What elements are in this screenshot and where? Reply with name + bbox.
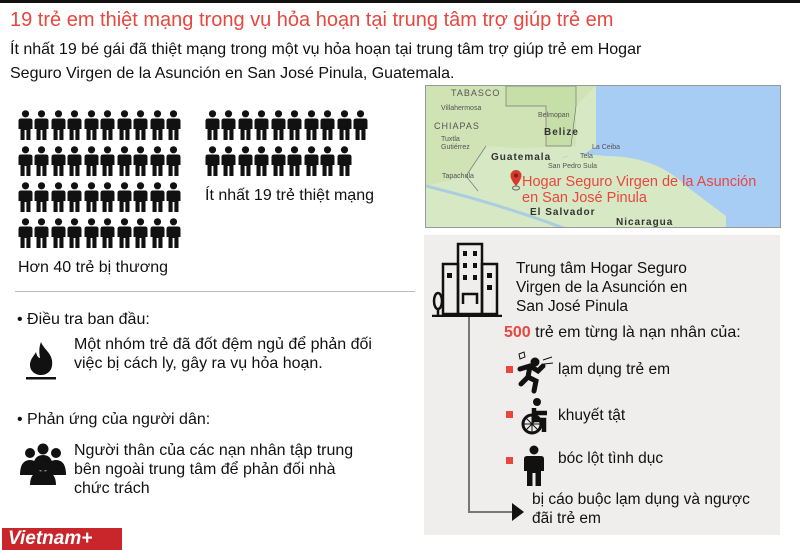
person-icon bbox=[204, 146, 221, 182]
person-icon bbox=[133, 218, 150, 254]
map-label-tabasco: TABASCO bbox=[451, 88, 501, 98]
connector-line bbox=[468, 317, 470, 513]
person-icon bbox=[67, 110, 84, 146]
person-icon bbox=[133, 110, 150, 146]
reaction-text: Người thân của các nạn nhân tập trung bên ngoài trung tâm để phản đối nhà chức trách bbox=[74, 442, 354, 497]
item-sexual-exploitation: bóc lột tình dục bbox=[558, 450, 664, 467]
child-icon bbox=[523, 445, 545, 487]
abuse-icon bbox=[516, 351, 556, 395]
person-icon bbox=[287, 110, 304, 146]
person-icon bbox=[50, 218, 67, 254]
person-icon bbox=[237, 110, 254, 146]
person-icon bbox=[116, 218, 133, 254]
person-icon bbox=[17, 146, 34, 182]
person-icon bbox=[254, 146, 271, 182]
injured-caption: Hơn 40 trẻ bị thương bbox=[18, 259, 168, 276]
center-panel bbox=[424, 235, 780, 535]
person-icon bbox=[83, 182, 100, 218]
person-icon bbox=[83, 218, 100, 254]
person-icon bbox=[83, 146, 100, 182]
person-icon bbox=[254, 110, 271, 146]
person-icon bbox=[270, 146, 287, 182]
person-icon bbox=[149, 182, 166, 218]
map-label-tela: Tela bbox=[580, 153, 593, 160]
person-icon bbox=[83, 110, 100, 146]
map-label-belmopan: Belmopan bbox=[538, 112, 570, 119]
page-title: 19 trẻ em thiệt mạng trong vụ hỏa hoạn tại trung tâm trợ giúp trẻ em bbox=[10, 9, 614, 31]
person-icon bbox=[100, 182, 117, 218]
person-icon bbox=[336, 110, 353, 146]
person-icon bbox=[270, 110, 287, 146]
map-label-tapachula: Tapachula bbox=[442, 173, 474, 180]
map-country-guatemala: Guatemala bbox=[491, 152, 552, 163]
person-icon bbox=[17, 218, 34, 254]
bullet-square bbox=[506, 411, 513, 418]
map[interactable] bbox=[425, 85, 781, 228]
arrow-icon bbox=[512, 503, 524, 521]
investigation-text: Một nhóm trẻ đã đốt đệm ngủ để phản đối việc bị cách ly, gây ra vụ hỏa hoạn. bbox=[74, 336, 372, 372]
person-icon bbox=[320, 110, 337, 146]
person-icon bbox=[237, 146, 254, 182]
victims-line bbox=[504, 323, 741, 342]
map-label-la-ceiba: La Ceiba bbox=[592, 144, 621, 151]
map-country-nicaragua: Nicaragua bbox=[616, 217, 674, 228]
person-icon bbox=[221, 110, 238, 146]
person-icon bbox=[116, 146, 133, 182]
person-icon bbox=[67, 182, 84, 218]
connector-line-h bbox=[468, 511, 514, 513]
person-icon bbox=[287, 146, 304, 182]
person-icon bbox=[116, 182, 133, 218]
divider bbox=[15, 291, 415, 292]
person-icon bbox=[116, 110, 133, 146]
reaction-heading-text: Phản ứng của người dân: bbox=[27, 411, 211, 428]
person-icon bbox=[149, 218, 166, 254]
subtitle: Ít nhất 19 bé gái đã thiệt mạng trong một vụ hỏa hoạn tại trung tâm trợ giúp trẻ em Hogar Seguro Virgen de la Asunción en San José Pinula, Guatemala. bbox=[10, 41, 642, 82]
person-icon bbox=[100, 146, 117, 182]
map-country-belize: Belize bbox=[544, 127, 579, 138]
person-icon bbox=[133, 182, 150, 218]
person-icon bbox=[204, 110, 221, 146]
person-icon bbox=[17, 110, 34, 146]
person-icon bbox=[303, 146, 320, 182]
crowd-icon bbox=[18, 443, 68, 487]
building-icon bbox=[432, 241, 504, 317]
person-icon bbox=[34, 182, 51, 218]
vietnamplus-logo: Vietnam+ bbox=[2, 528, 122, 550]
map-country-el-salvador: El Salvador bbox=[530, 207, 596, 218]
map-label-san-pedro-sula: San Pedro Sula bbox=[548, 163, 598, 170]
person-icon bbox=[34, 146, 51, 182]
person-icon bbox=[100, 218, 117, 254]
investigation-heading-text: Điều tra ban đầu: bbox=[27, 311, 150, 328]
injured-people-grid bbox=[17, 110, 185, 254]
person-icon bbox=[353, 110, 370, 146]
person-icon bbox=[34, 218, 51, 254]
map-label-chiapas: CHIAPAS bbox=[434, 121, 480, 131]
person-icon bbox=[166, 110, 183, 146]
person-icon bbox=[149, 146, 166, 182]
person-icon bbox=[50, 146, 67, 182]
item-disability: khuyết tật bbox=[558, 407, 626, 424]
dead-caption: Ít nhất 19 trẻ thiệt mạng bbox=[205, 187, 374, 204]
fire-icon bbox=[24, 340, 58, 380]
person-icon bbox=[166, 218, 183, 254]
map-label-villahermosa: Villahermosa bbox=[441, 105, 482, 112]
person-icon bbox=[149, 110, 166, 146]
map-marker-label bbox=[522, 174, 762, 206]
person-icon bbox=[336, 146, 353, 182]
investigation-heading: • Điều tra ban đầu: bbox=[17, 311, 150, 328]
person-icon bbox=[320, 146, 337, 182]
person-icon bbox=[50, 182, 67, 218]
victims-count: 500 bbox=[504, 324, 531, 341]
person-icon bbox=[133, 146, 150, 182]
top-bar bbox=[0, 0, 800, 3]
person-icon bbox=[34, 110, 51, 146]
person-icon bbox=[221, 146, 238, 182]
person-icon bbox=[100, 110, 117, 146]
map-marker-label-text: Hogar Seguro Virgen de la Asunción en San José Pinula bbox=[522, 174, 757, 206]
person-icon bbox=[166, 182, 183, 218]
person-icon bbox=[303, 110, 320, 146]
bullet-square bbox=[506, 457, 513, 464]
wheelchair-icon bbox=[520, 398, 554, 436]
person-icon bbox=[17, 182, 34, 218]
person-icon bbox=[67, 218, 84, 254]
map-label-tuxtla: Tuxtla Gutiérrez bbox=[441, 136, 470, 151]
item-child-abuse: lạm dụng trẻ em bbox=[558, 361, 670, 378]
victims-text: trẻ em từng là nạn nhân của: bbox=[535, 324, 741, 341]
person-icon bbox=[166, 146, 183, 182]
bullet-square bbox=[506, 366, 513, 373]
reaction-heading: • Phản ứng của người dân: bbox=[17, 411, 211, 428]
person-icon bbox=[67, 146, 84, 182]
conclusion-text: bị cáo buộc lạm dụng và ngược đãi trẻ em bbox=[532, 491, 750, 527]
map-marker-icon bbox=[510, 170, 522, 192]
dead-people-grid bbox=[204, 110, 372, 182]
center-name: Trung tâm Hogar Seguro Virgen de la Asunción en San José Pinula bbox=[516, 260, 688, 315]
person-icon bbox=[50, 110, 67, 146]
